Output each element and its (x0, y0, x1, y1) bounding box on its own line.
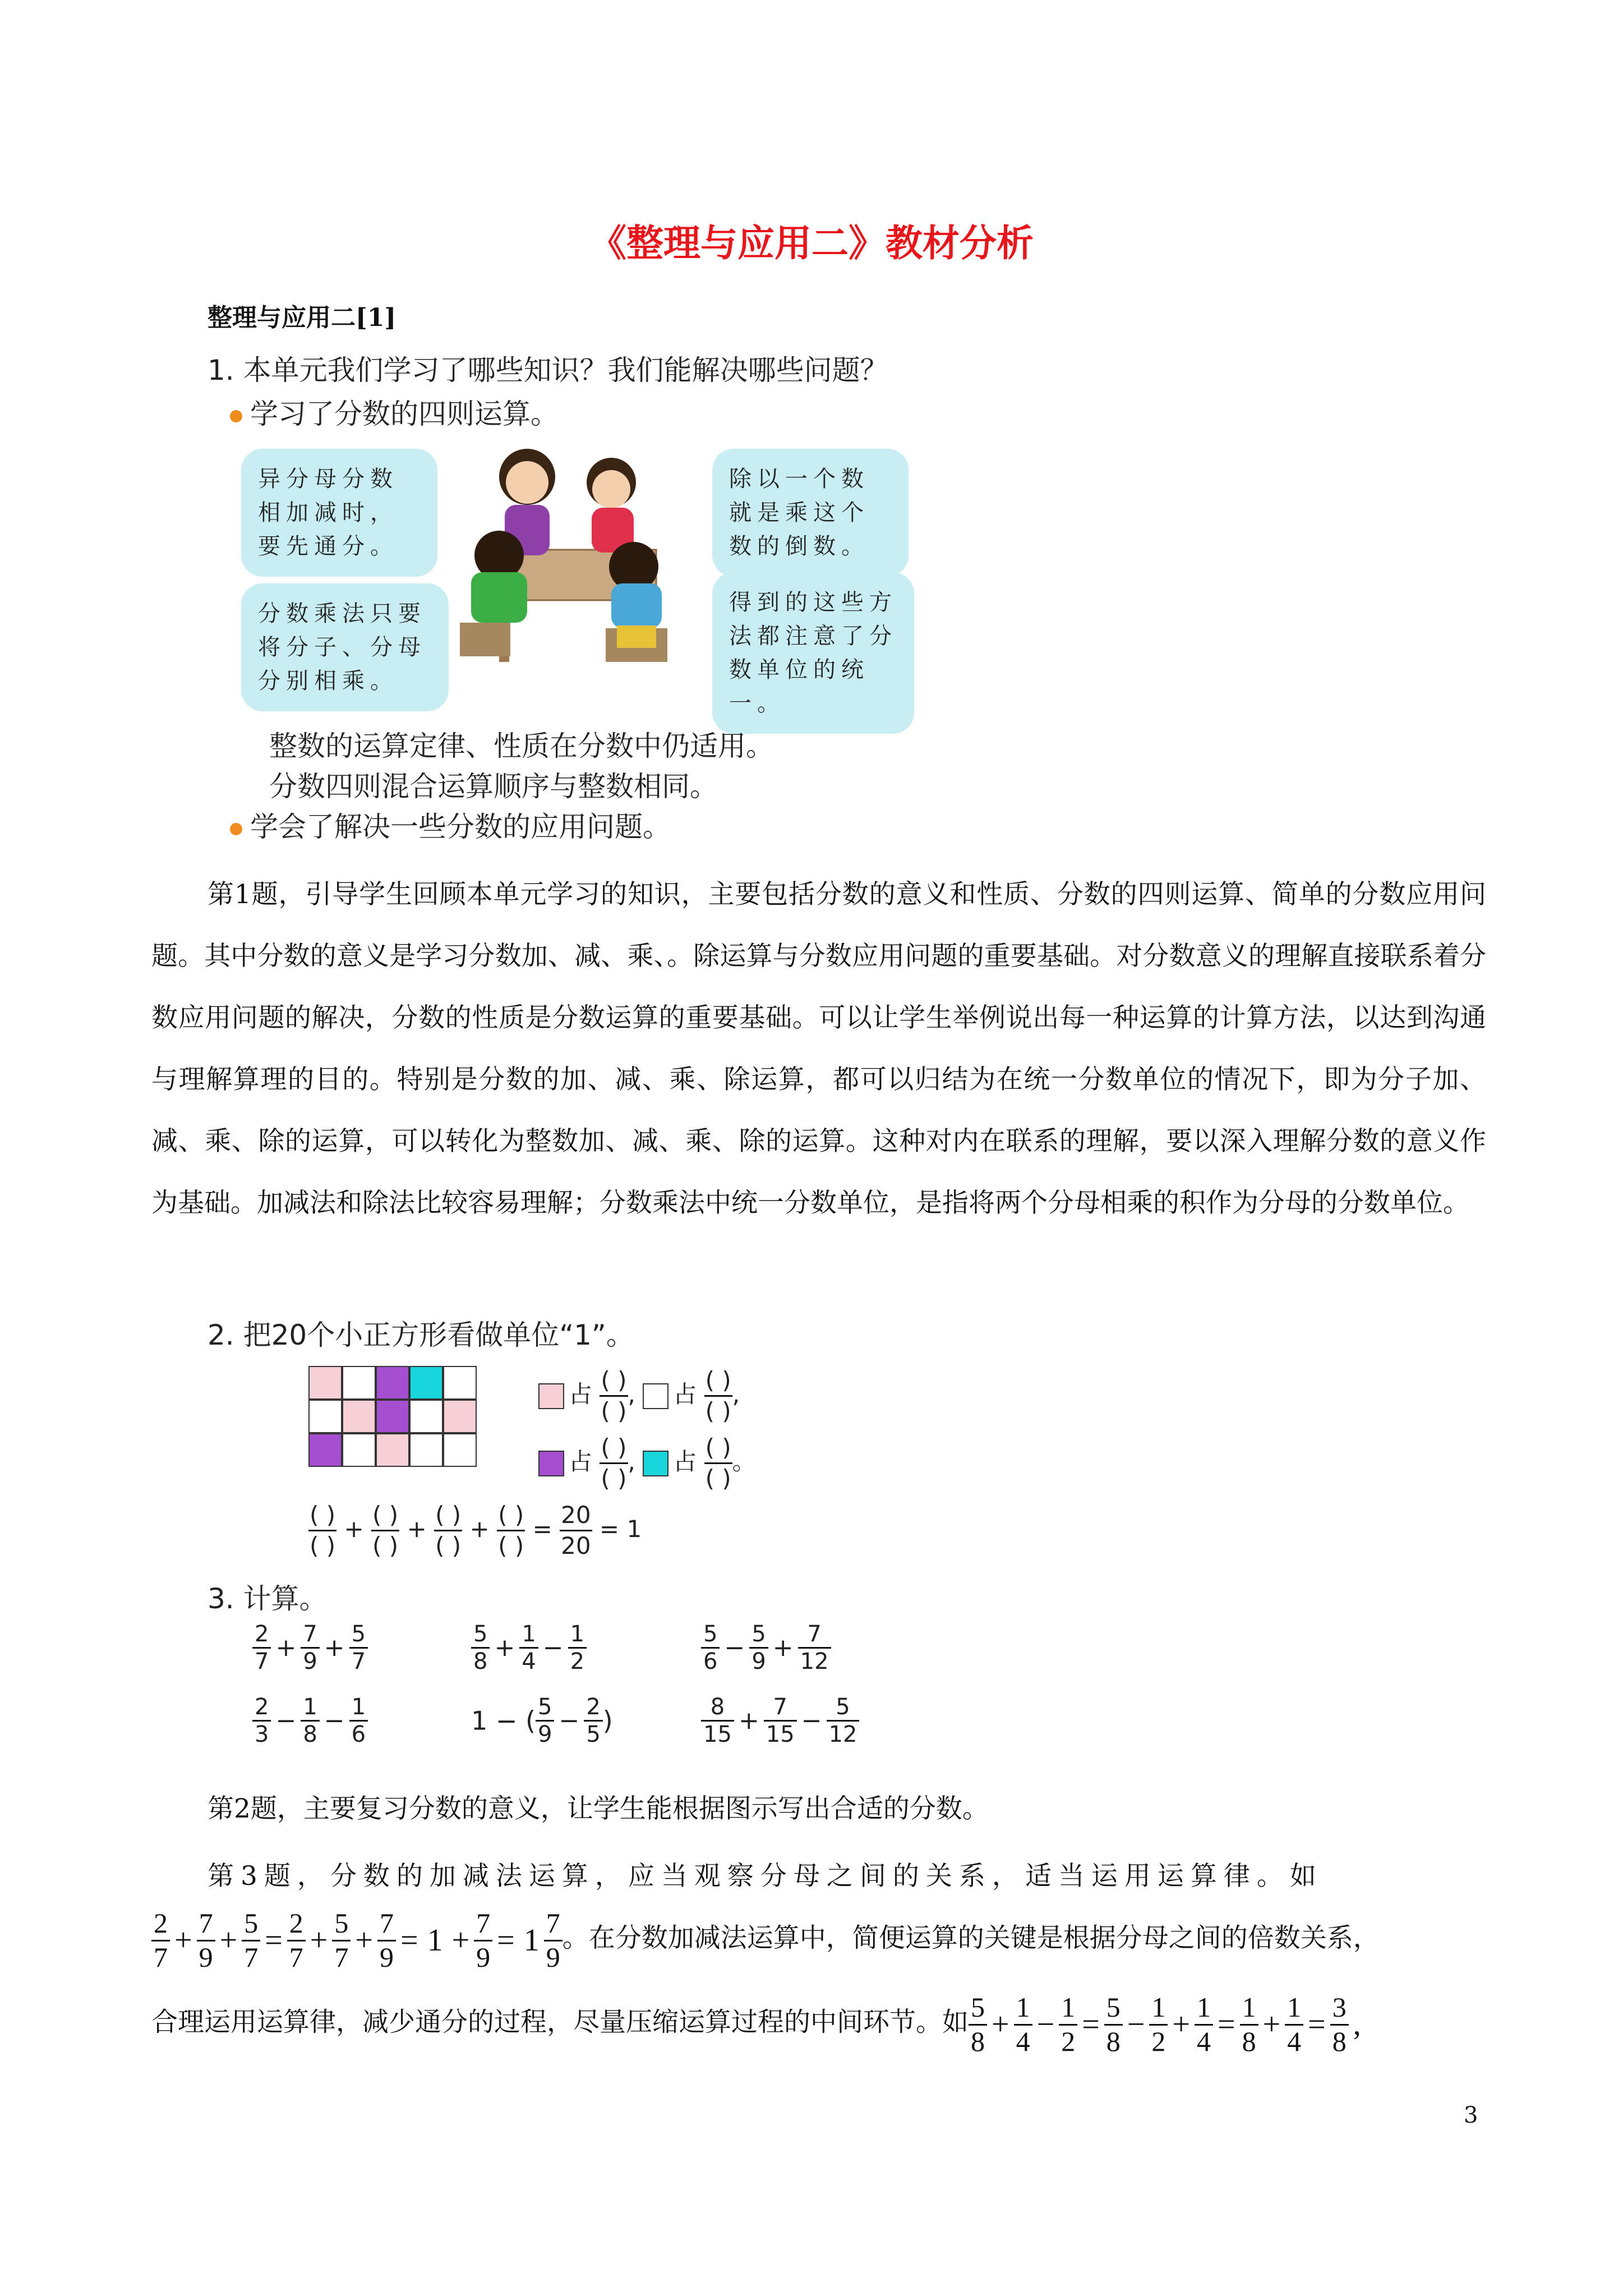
section-label: 整理与应用二[1] (208, 303, 396, 332)
bullet-1 (230, 392, 559, 432)
operator: 1 (427, 1923, 443, 1958)
operator: + (494, 1634, 515, 1662)
operator: = (497, 1923, 515, 1958)
page-number: 3 (1464, 2102, 1478, 2128)
fraction: $\frac{5}{7}$ (349, 1621, 368, 1674)
fraction: $\frac{2}{7}$ (151, 1907, 170, 1973)
operator: + (174, 1923, 192, 1958)
operator: + (772, 1634, 794, 1662)
fraction: $\frac{2}{7}$ (287, 1907, 306, 1973)
question-3: 3. 计算。 (208, 1582, 328, 1615)
textbook-figure-2 (208, 1313, 937, 1773)
operator: − (1127, 2007, 1145, 2042)
grid-square (443, 1366, 477, 1400)
legend-row-1: 占 ( ) ( ), 占 ( ) ( ), (538, 1366, 740, 1426)
exercise-grid (252, 1621, 925, 1767)
fraction: $\frac{2}{3}$ (252, 1694, 271, 1747)
paragraph-3-line-3: 合理运用运算律，减少通分的过程，尽量压缩运算过程的中间环节。如 $\frac{5}{8}$ + $\frac{1}{4}$ − $\frac{1}{2}$ = $\frac{5}{8}$ − $\frac{1}{2}$ + $\frac{1}{4}$ = $\frac{1}{8}$ + $\frac{1}{4}$ = $\frac{3}{8}$ , (151, 1991, 1497, 2058)
operator: + (992, 2007, 1009, 2042)
paragraph-2: 第2题，主要复习分数的意义，让学生能根据图示写出合适的分数。 (208, 1793, 989, 1824)
operator: + (219, 1923, 238, 1958)
question-1: 1. 本单元我们学习了哪些知识？我们能解决哪些问题？ (208, 354, 888, 386)
fraction: $\frac{5}{9}$ (749, 1621, 768, 1674)
operator: − (324, 1706, 345, 1735)
fraction: $\frac{2}{7}$ (252, 1621, 271, 1674)
exercise (701, 1694, 859, 1747)
operator: = (265, 1923, 283, 1958)
fraction: $\frac{1}{6}$ (349, 1694, 368, 1747)
equation-1 (151, 1907, 562, 1973)
fraction: $\frac{7}{9}$ (474, 1907, 492, 1973)
fraction: $\frac{7}{9}$ (544, 1907, 562, 1973)
question-2: 2. 把20个小正方形看做单位“1”。 (208, 1319, 634, 1351)
grid-square (409, 1366, 443, 1400)
fraction: $\frac{5}{6}$ (701, 1621, 720, 1674)
grid-square (308, 1400, 342, 1433)
blank-fraction: ( ) ( ) (601, 1434, 627, 1492)
fraction: $\frac{2}{5}$ (584, 1694, 602, 1747)
paragraph-3-line-1: 第3题，分数的加减法运算，应当观察分母之间的关系，适当运用运算律。如 (208, 1861, 1323, 1892)
fraction: $\frac{5}{8}$ (1104, 1991, 1123, 2058)
fraction: $\frac{1}{2}$ (1059, 1991, 1077, 2058)
grid-square (376, 1433, 409, 1467)
operator: + (324, 1634, 345, 1662)
sum-equation: ( ) ( ) + ( ) ( ) + ( ) ( ) + ( ) ( ) = $\frac{20}{20} = 1$ (310, 1501, 642, 1559)
fraction: $\frac{1}{4}$ (1195, 1991, 1213, 2058)
grid-square (342, 1433, 376, 1467)
fraction: $\frac{3}{8}$ (1330, 1991, 1349, 2058)
fraction: $\frac{1}{4}$ (1285, 1991, 1303, 2058)
fraction: $\frac{7}{15}$ (764, 1694, 797, 1747)
fraction: $\frac{5}{7}$ (332, 1907, 351, 1973)
operator: 1 (523, 1923, 540, 1958)
blank-fraction: ( ) ( ) (705, 1434, 731, 1492)
cyan-square-swatch (643, 1451, 668, 1476)
legend-row-2: 占 ( ) ( ), 占 ( ) ( )。 (538, 1433, 756, 1493)
grid-square (409, 1433, 443, 1467)
fraction: $\frac{7}{12}$ (798, 1621, 831, 1674)
legend-label: 占 (673, 1381, 697, 1408)
grid-square (409, 1400, 443, 1433)
exercise-prefix: 1 − ( (471, 1705, 536, 1736)
operator: − (559, 1706, 580, 1735)
operator: = (1082, 2007, 1100, 2042)
operator: + (275, 1634, 297, 1662)
operator: − (801, 1706, 822, 1735)
grid-square (443, 1433, 477, 1467)
bullet-dot-icon (230, 410, 242, 422)
fraction: $\frac{8}{15}$ (701, 1694, 734, 1747)
bullet-2 (230, 804, 671, 845)
legend-label: 占 (569, 1381, 593, 1408)
purple-square-swatch (538, 1451, 564, 1476)
fraction: $\frac{7}{9}$ (197, 1907, 215, 1973)
bubble-2: 除以一个数就是乘这个数的倒数。 (712, 449, 909, 577)
exercise (252, 1694, 368, 1747)
operator: + (1262, 2007, 1281, 2042)
children-at-table-illustration (449, 438, 695, 673)
grid-square (376, 1400, 409, 1433)
operator: − (275, 1706, 297, 1735)
bubble-4: 得到的这些方法都注意了分数单位的统一。 (712, 572, 914, 734)
grid-square (376, 1366, 409, 1400)
fraction: $\frac{5}{8}$ (471, 1621, 490, 1674)
paragraph-1: 第1题，引导学生回顾本单元学习的知识，主要包括分数的意义和性质、分数的四则运算、简单的分数应用问题。其中分数的意义是学习分数加、减、乘、。除运算与分数应用问题的重要基础。对分数意义的理解直接联系着分数应用问题的解决，分数的性质是分数运算的重要基础。可以让学生举例说出每一种运算的计算方法，以达到沟通与理解算理的目的。特别是分数的加、减、乘、除运算，都可以归结为在统一分数单位的情况下，即为分子加、减、乘、除的运算，可以转化为整数加、减、乘、除的运算。这种对内在联系的理解，要以深入理解分数的意义作为基础。加减法和除法比较容易理解；分数乘法中统一分数单位，是指将两个分母相乘的积作为分母的分数单位。 (151, 879, 1486, 1218)
legend-label: 占 (673, 1448, 697, 1475)
fraction: $\frac{7}{9}$ (301, 1621, 319, 1674)
fraction: $\frac{1}{8}$ (301, 1694, 319, 1747)
line-2: 分数四则混合运算顺序与整数相同。 (269, 770, 718, 803)
legend-label: 占 (569, 1448, 593, 1475)
fraction: $\frac{1}{8}$ (1240, 1991, 1258, 2058)
textbook-figure-1 (208, 348, 909, 853)
bubble-3: 分数乘法只要将分子、分母分别相乘。 (241, 583, 449, 711)
operator: + (310, 1923, 328, 1958)
fraction: $\frac{7}{9}$ (377, 1907, 396, 1973)
exercise (471, 1621, 587, 1674)
fraction: $\frac{1}{2}$ (568, 1621, 587, 1674)
operator: = (1308, 2007, 1326, 2042)
grid-square (308, 1366, 342, 1400)
bullet-2-text: 学会了解决一些分数的应用问题。 (250, 811, 671, 843)
line-1: 整数的运算定律、性质在分数中仍适用。 (269, 730, 774, 762)
fraction: $\frac{5}{8}$ (969, 1991, 987, 2058)
square-grid (308, 1366, 477, 1467)
document-title: 《整理与应用二》教材分析 (589, 221, 1034, 265)
fraction: $\frac{1}{4}$ (519, 1621, 538, 1674)
operator: + (355, 1923, 373, 1958)
blank-fraction: ( ) ( ) (705, 1366, 731, 1425)
operator: = (400, 1923, 418, 1958)
operator: + (738, 1706, 759, 1735)
operator: − (724, 1634, 745, 1662)
fraction: $\frac{5}{7}$ (242, 1907, 260, 1973)
pink-square-swatch (538, 1383, 564, 1409)
operator: + (1172, 2007, 1190, 2042)
operator: = (1217, 2007, 1235, 2042)
grid-square (443, 1400, 477, 1433)
paragraph-3-line-2: $\frac{2}{7}$ + $\frac{7}{9}$ + $\frac{5}{7}$ = $\frac{2}{7}$ + $\frac{5}{7}$ + $\frac{7}{9}$ = 1 + $\frac{7}{9}$ = 1 $\frac{7}{9}$ 。在分数加减法运算中，简便运算的关键是根据分母之间的倍数关系， (151, 1907, 1486, 1973)
operator: − (1036, 2007, 1055, 2042)
bullet-1-text: 学习了分数的四则运算。 (250, 398, 559, 430)
fraction: $\frac{1}{2}$ (1149, 1991, 1168, 2058)
bubble-1: 异分母分数相加减时，要先通分。 (241, 449, 437, 577)
fraction: $\frac{5}{12}$ (827, 1694, 860, 1747)
equation-2 (969, 1991, 1366, 2057)
operator: + (451, 1923, 470, 1958)
exercise (252, 1621, 368, 1674)
fraction: $\frac{5}{9}$ (536, 1694, 554, 1747)
operator: , (1353, 2007, 1361, 2042)
exercise (701, 1621, 831, 1674)
grid-square (342, 1400, 376, 1433)
result-fraction: $\frac{20}{20}$ (561, 1501, 591, 1559)
grid-square (308, 1433, 342, 1467)
bullet-dot-icon (230, 823, 242, 835)
white-square-swatch (643, 1383, 668, 1409)
exercise-suffix: ) (602, 1705, 613, 1736)
operator: − (542, 1634, 564, 1662)
fraction: $\frac{1}{4}$ (1014, 1991, 1032, 2058)
grid-square (342, 1366, 376, 1400)
blank-fraction: ( ) ( ) (601, 1366, 627, 1425)
exercise (471, 1694, 613, 1747)
